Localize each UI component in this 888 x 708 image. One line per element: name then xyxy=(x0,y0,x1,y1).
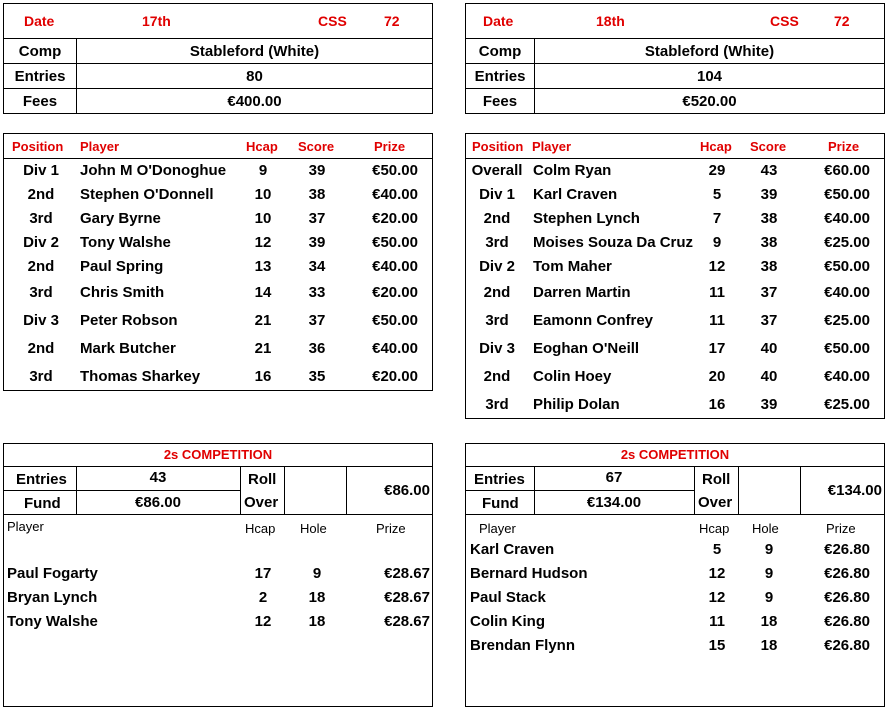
result-player: Moises Souza Da Cruz xyxy=(533,234,694,251)
result-player: Darren Martin xyxy=(533,284,631,301)
result-prize: €50.00 xyxy=(824,340,870,357)
result-row xyxy=(466,366,884,390)
twos-row xyxy=(4,611,432,635)
twos-hcap: 12 xyxy=(708,565,726,582)
result-player: Peter Robson xyxy=(80,312,178,329)
result-player: John M O'Donoghue xyxy=(80,162,227,179)
right-twos-header-hcap: Hcap xyxy=(699,521,730,536)
right-header-prize: Prize xyxy=(828,139,860,154)
result-hcap: 12 xyxy=(708,258,726,275)
right-header-score: Score xyxy=(750,139,787,154)
result-score: 37 xyxy=(308,210,326,227)
result-hcap: 12 xyxy=(254,234,272,251)
result-row xyxy=(4,338,432,362)
result-prize: €40.00 xyxy=(372,258,418,275)
result-position: Div 2 xyxy=(479,258,515,275)
result-position: 2nd xyxy=(27,340,55,357)
left-fees-label: Fees xyxy=(4,89,77,114)
result-position: Div 2 xyxy=(23,234,59,251)
right-css-value: 72 xyxy=(834,13,850,29)
right-header-player: Player xyxy=(532,139,572,154)
twos-hole: 9 xyxy=(764,541,774,558)
result-prize: €40.00 xyxy=(372,186,418,203)
result-hcap: 14 xyxy=(254,284,272,301)
left-css-value: 72 xyxy=(384,13,400,29)
left-css-label: CSS xyxy=(318,13,347,29)
twos-prize: €26.80 xyxy=(824,613,870,630)
left-twos-header xyxy=(4,516,432,538)
right-date-value: 18th xyxy=(596,13,625,29)
result-prize: €50.00 xyxy=(372,162,418,179)
right-header-hcap: Hcap xyxy=(700,139,732,154)
twos-hole: 18 xyxy=(760,613,778,630)
result-position: Div 1 xyxy=(23,162,59,179)
twos-row xyxy=(4,563,432,587)
result-row xyxy=(4,282,432,306)
result-row xyxy=(4,232,432,256)
twos-player: Bryan Lynch xyxy=(7,589,98,606)
left-results-header xyxy=(4,134,432,159)
result-position: 2nd xyxy=(483,284,511,301)
left-comp-info xyxy=(3,38,433,112)
twos-player: Tony Walshe xyxy=(7,613,98,630)
result-position: 3rd xyxy=(29,210,53,227)
left-header-player: Player xyxy=(80,139,120,154)
right-twos-header-hole: Hole xyxy=(752,521,779,536)
twos-prize: €26.80 xyxy=(824,589,870,606)
twos-hole: 18 xyxy=(760,637,778,654)
result-hcap: 21 xyxy=(254,312,272,329)
result-score: 38 xyxy=(760,210,778,227)
left-date-label: Date xyxy=(24,13,55,29)
result-player: Mark Butcher xyxy=(80,340,176,357)
right-fees-label: Fees xyxy=(466,89,535,114)
result-prize: €50.00 xyxy=(372,312,418,329)
result-score: 34 xyxy=(308,258,326,275)
left-header-position: Position xyxy=(12,139,64,154)
twos-prize: €28.67 xyxy=(384,565,430,582)
twos-player: Bernard Hudson xyxy=(470,565,588,582)
right-results-header xyxy=(466,134,884,159)
left-comp-label: Comp xyxy=(4,39,77,64)
result-row xyxy=(4,160,432,184)
result-row xyxy=(4,256,432,280)
result-player: Chris Smith xyxy=(80,284,165,301)
right-twos-title: 2s COMPETITION xyxy=(466,444,884,467)
left-twos-total: €86.00 xyxy=(384,482,430,499)
twos-row xyxy=(466,563,884,587)
result-row xyxy=(466,282,884,306)
result-prize: €40.00 xyxy=(824,368,870,385)
left-header-prize: Prize xyxy=(374,139,406,154)
result-player: Philip Dolan xyxy=(533,396,620,413)
result-prize: €50.00 xyxy=(372,234,418,251)
twos-row xyxy=(4,587,432,611)
result-hcap: 13 xyxy=(254,258,272,275)
twos-player: Paul Fogarty xyxy=(7,565,98,582)
right-comp-label: Comp xyxy=(466,39,535,64)
twos-hole: 9 xyxy=(312,565,322,582)
right-header-position: Position xyxy=(472,139,524,154)
left-entries-label: Entries xyxy=(4,64,77,89)
result-row xyxy=(466,208,884,232)
right-comp-info xyxy=(465,38,885,112)
right-date-bar xyxy=(465,3,885,39)
result-player: Tony Walshe xyxy=(80,234,171,251)
result-score: 39 xyxy=(308,234,326,251)
result-prize: €40.00 xyxy=(824,284,870,301)
left-twos-title: 2s COMPETITION xyxy=(4,444,432,467)
result-prize: €20.00 xyxy=(372,284,418,301)
result-player: Stephen O'Donnell xyxy=(80,186,214,203)
result-player: Colin Hoey xyxy=(533,368,612,385)
result-hcap: 5 xyxy=(712,186,722,203)
right-twos-fund-label: Fund xyxy=(482,495,519,512)
right-css-label: CSS xyxy=(770,13,799,29)
result-score: 38 xyxy=(760,258,778,275)
twos-row xyxy=(4,539,432,563)
result-player: Gary Byrne xyxy=(80,210,161,227)
result-score: 39 xyxy=(760,186,778,203)
result-score: 40 xyxy=(760,368,778,385)
result-score: 37 xyxy=(308,312,326,329)
result-prize: €60.00 xyxy=(824,162,870,179)
result-player: Eoghan O'Neill xyxy=(533,340,640,357)
left-twos-fund-label: Fund xyxy=(24,495,61,512)
result-score: 39 xyxy=(760,396,778,413)
result-hcap: 21 xyxy=(254,340,272,357)
result-score: 38 xyxy=(308,186,326,203)
right-twos-entries-label: Entries xyxy=(474,471,525,488)
twos-prize: €26.80 xyxy=(824,541,870,558)
result-hcap: 20 xyxy=(708,368,726,385)
right-entries-value: 104 xyxy=(535,64,885,89)
result-score: 43 xyxy=(760,162,778,179)
twos-hole: 18 xyxy=(308,589,326,606)
result-prize: €40.00 xyxy=(372,340,418,357)
result-hcap: 16 xyxy=(708,396,726,413)
left-twos-header-player: Player xyxy=(7,519,44,534)
right-twos-header-prize: Prize xyxy=(826,521,856,536)
left-date-value: 17th xyxy=(142,13,171,29)
result-row xyxy=(466,184,884,208)
twos-hcap: 2 xyxy=(258,589,268,606)
result-row xyxy=(466,338,884,362)
twos-player: Paul Stack xyxy=(470,589,546,606)
result-hcap: 29 xyxy=(708,162,726,179)
result-player: Colm Ryan xyxy=(533,162,612,179)
result-row xyxy=(466,160,884,184)
left-twos-roll-label: Roll xyxy=(248,471,277,488)
result-row xyxy=(466,256,884,280)
left-fees-value: €400.00 xyxy=(77,89,433,114)
result-player: Thomas Sharkey xyxy=(80,368,201,385)
left-twos-header-hole: Hole xyxy=(300,521,327,536)
twos-hcap: 5 xyxy=(712,541,722,558)
left-twos-over-label: Over xyxy=(244,494,279,511)
twos-prize: €26.80 xyxy=(824,565,870,582)
left-results-panel xyxy=(3,133,433,391)
result-hcap: 9 xyxy=(712,234,722,251)
right-twos-grid xyxy=(466,466,884,515)
twos-prize: €28.67 xyxy=(384,589,430,606)
left-twos-header-prize: Prize xyxy=(376,521,406,536)
right-twos-over-label: Over xyxy=(698,494,733,511)
result-score: 37 xyxy=(760,312,778,329)
right-twos-header-player: Player xyxy=(479,521,516,536)
result-score: 39 xyxy=(308,162,326,179)
right-twos-roll-label: Roll xyxy=(702,471,731,488)
right-results-panel xyxy=(465,133,885,419)
result-position: Overall xyxy=(471,162,523,179)
result-score: 40 xyxy=(760,340,778,357)
result-hcap: 10 xyxy=(254,210,272,227)
left-comp-value: Stableford (White) xyxy=(77,39,433,64)
result-position: 3rd xyxy=(485,396,509,413)
left-twos-grid xyxy=(4,466,432,515)
result-row xyxy=(4,184,432,208)
result-row xyxy=(466,394,884,418)
result-position: 3rd xyxy=(29,284,53,301)
right-twos-fund-value: €134.00 xyxy=(586,494,642,511)
result-row xyxy=(4,310,432,334)
result-hcap: 10 xyxy=(254,186,272,203)
result-position: 3rd xyxy=(485,312,509,329)
result-position: 2nd xyxy=(27,186,55,203)
result-position: 3rd xyxy=(29,368,53,385)
result-hcap: 11 xyxy=(709,284,725,301)
result-position: 2nd xyxy=(27,258,55,275)
left-date-bar xyxy=(3,3,433,39)
twos-hcap: 12 xyxy=(708,589,726,606)
result-position: 2nd xyxy=(483,210,511,227)
result-hcap: 17 xyxy=(708,340,726,357)
result-position: Div 3 xyxy=(23,312,59,329)
result-prize: €50.00 xyxy=(824,258,870,275)
left-twos-fund-value: €86.00 xyxy=(135,494,181,511)
result-position: 3rd xyxy=(485,234,509,251)
left-twos-header-hcap: Hcap xyxy=(245,521,276,536)
twos-player: Colin King xyxy=(470,613,545,630)
result-hcap: 7 xyxy=(712,210,722,227)
result-row xyxy=(4,366,432,390)
twos-hole: 9 xyxy=(764,565,774,582)
result-prize: €40.00 xyxy=(824,210,870,227)
twos-hcap: 11 xyxy=(709,613,725,630)
result-player: Karl Craven xyxy=(533,186,618,203)
twos-hcap: 12 xyxy=(254,613,272,630)
twos-row xyxy=(466,635,884,659)
right-twos-entries-value: 67 xyxy=(605,469,623,486)
result-position: Div 3 xyxy=(479,340,515,357)
right-twos-total: €134.00 xyxy=(827,482,882,499)
result-prize: €25.00 xyxy=(824,234,870,251)
right-entries-label: Entries xyxy=(466,64,535,89)
right-fees-value: €520.00 xyxy=(535,89,885,114)
result-prize: €25.00 xyxy=(824,312,870,329)
result-hcap: 9 xyxy=(258,162,268,179)
right-date-label: Date xyxy=(483,13,514,29)
result-hcap: 16 xyxy=(254,368,272,385)
twos-hcap: 17 xyxy=(254,565,272,582)
left-entries-value: 80 xyxy=(77,64,433,89)
twos-player: Brendan Flynn xyxy=(470,637,576,654)
result-score: 33 xyxy=(308,284,326,301)
result-player: Stephen Lynch xyxy=(533,210,640,227)
twos-hole: 9 xyxy=(764,589,774,606)
result-prize: €50.00 xyxy=(824,186,870,203)
result-row xyxy=(466,310,884,334)
left-twos-entries-value: 43 xyxy=(149,469,167,486)
result-score: 38 xyxy=(760,234,778,251)
right-twos-panel xyxy=(465,443,885,707)
result-row xyxy=(466,232,884,256)
result-player: Paul Spring xyxy=(80,258,164,275)
left-twos-entries-label: Entries xyxy=(16,471,67,488)
result-score: 37 xyxy=(760,284,778,301)
result-player: Eamonn Confrey xyxy=(533,312,654,329)
twos-prize: €26.80 xyxy=(824,637,870,654)
result-player: Tom Maher xyxy=(533,258,612,275)
result-prize: €25.00 xyxy=(824,396,870,413)
twos-row xyxy=(466,611,884,635)
twos-hcap: 15 xyxy=(708,637,726,654)
result-prize: €20.00 xyxy=(372,368,418,385)
twos-player: Karl Craven xyxy=(470,541,555,558)
result-row xyxy=(4,208,432,232)
result-score: 35 xyxy=(308,368,326,385)
twos-hole: 18 xyxy=(308,613,326,630)
result-position: 2nd xyxy=(483,368,511,385)
result-hcap: 11 xyxy=(709,312,725,329)
twos-row xyxy=(466,587,884,611)
result-position: Div 1 xyxy=(479,186,515,203)
result-prize: €20.00 xyxy=(372,210,418,227)
twos-row xyxy=(466,539,884,563)
left-header-score: Score xyxy=(298,139,335,154)
left-twos-panel xyxy=(3,443,433,707)
right-comp-value: Stableford (White) xyxy=(535,39,885,64)
result-score: 36 xyxy=(308,340,326,357)
right-twos-header xyxy=(466,516,884,538)
twos-prize: €28.67 xyxy=(384,613,430,630)
left-header-hcap: Hcap xyxy=(246,139,278,154)
